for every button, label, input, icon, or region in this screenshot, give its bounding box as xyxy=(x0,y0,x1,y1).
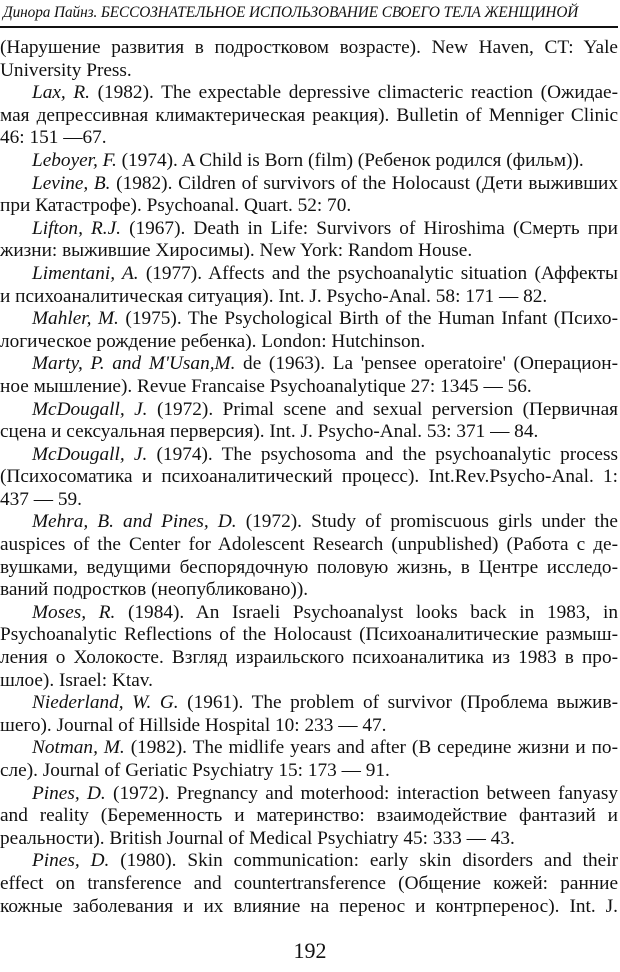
reference-text: (1982). The expectable depressive climacteric reaction (Ожидае- xyxy=(89,82,618,104)
reference-line xyxy=(0,783,618,806)
reference-text: шего). Journal of Hillside Hospital 10: 233 — 47. xyxy=(0,714,387,736)
running-header xyxy=(0,0,620,26)
reference-line xyxy=(0,760,618,783)
reference-author: Mehra, B. and Pines, D. xyxy=(32,511,237,533)
reference-author: Moses, R. xyxy=(32,601,116,623)
reference-line xyxy=(0,173,618,196)
reference-text: 437 — 59. xyxy=(0,488,82,510)
reference-text: и психоаналитическая ситуация). Int. J. Psycho-Anal. 58: 171 — 82. xyxy=(0,285,548,307)
reference-text: (1974). The psychosoma and the psychoanalytic process xyxy=(147,443,618,465)
reference-line xyxy=(0,421,618,444)
reference-line xyxy=(0,624,618,647)
reference-line xyxy=(0,82,618,105)
reference-text: жизни: выжившие Хиросимы). New York: Random House. xyxy=(0,240,473,262)
reference-line xyxy=(0,218,618,241)
reference-text: (1984). An Israeli Psychoanalyst looks back in 1983, in xyxy=(115,601,618,623)
reference-line xyxy=(0,444,618,467)
reference-text: реальности). British Journal of Medical Psychiatry 45: 333 — 43. xyxy=(0,827,515,849)
reference-author: McDougall, J. xyxy=(32,398,148,420)
reference-text: (1967). Death in Life: Survivors of Hiroshima (Смерть при xyxy=(120,217,618,239)
reference-line xyxy=(0,353,618,376)
reference-line xyxy=(0,534,618,557)
reference-line xyxy=(0,105,618,128)
reference-text: (1972). Primal scene and sexual perversion (Первичная xyxy=(147,398,618,420)
reference-line xyxy=(0,602,618,625)
reference-line xyxy=(0,60,618,83)
reference-text: шлое). Israel: Ktav. xyxy=(0,669,154,691)
reference-text: de (1963). La 'pensee operatoire' (Операцион- xyxy=(235,353,618,375)
reference-text: Psychoanalytic Reflections of the Holocaust (Психоаналитические размыш- xyxy=(0,624,618,646)
reference-author: Mahler, M. xyxy=(32,308,119,330)
reference-line xyxy=(0,511,618,534)
reference-line xyxy=(0,240,618,263)
reference-line xyxy=(0,489,618,512)
reference-text: and reality (Беременность и материнство: взаимодействие фантазий и xyxy=(0,805,618,827)
reference-line xyxy=(0,37,618,60)
reference-line xyxy=(0,850,618,873)
reference-text: (1961). The problem of survivor (Проблема выжив- xyxy=(178,692,618,714)
reference-line xyxy=(0,557,618,580)
reference-text: effect on transference and countertransference (Общение кожей: ранние xyxy=(0,872,618,894)
reference-text: 46: 151 —67. xyxy=(0,127,107,149)
running-title: Динора Пайнз. БЕССОЗНАТЕЛЬНОЕ ИСПОЛЬЗОВАНИЕ СВОЕГО ТЕЛА ЖЕНЩИНОЙ xyxy=(3,4,579,21)
reference-text: ваний подростков (неопубликовано)). xyxy=(0,579,309,601)
reference-line xyxy=(0,399,618,422)
reference-line xyxy=(0,331,618,354)
reference-author: Lifton, R.J. xyxy=(32,217,121,239)
reference-author: Niederland, W. G. xyxy=(32,692,179,714)
reference-line xyxy=(0,896,618,919)
reference-line xyxy=(0,670,618,693)
reference-text: (Нарушение развития в подростковом возрасте). New Haven, CT: Yale xyxy=(0,37,618,58)
reference-line xyxy=(0,737,618,760)
reference-text: (1982). The midlife years and after (В середине жизни и по- xyxy=(124,737,618,759)
reference-line xyxy=(0,286,618,309)
reference-line xyxy=(0,263,618,286)
reference-author: Pines, D. xyxy=(32,782,106,804)
reference-text: логическое рождение ребенка). London: Hutchinson. xyxy=(0,330,426,352)
reference-line xyxy=(0,828,618,851)
reference-text: auspices of the Center for Adolescent Research (unpublished) (Работа с де- xyxy=(0,534,618,556)
reference-author: Pines, D. xyxy=(32,850,110,872)
reference-text: (1975). The Psychological Birth of the Human Infant (Психо- xyxy=(118,308,618,330)
reference-text: мая депрессивная климактерическая реакция). Bulletin of Menniger Clinic xyxy=(0,104,618,126)
reference-author: Limentani, A. xyxy=(32,262,139,284)
reference-text: (1977). Affects and the psychoanalytic situation (Аффекты xyxy=(138,262,618,284)
reference-text: (1972). Pregnancy and moterhood: interaction between fanyasy xyxy=(105,782,618,804)
header-rule xyxy=(0,26,618,28)
reference-text: (Психосоматика и психоаналитический процесс). Int.Rev.Psycho-Anal. 1: xyxy=(0,466,618,488)
reference-text: при Катастрофе). Psychoanal. Quart. 52: 70. xyxy=(0,195,352,217)
reference-text: ления о Холокосте. Взгляд израильского психоаналитика из 1983 в про- xyxy=(0,647,618,669)
reference-text: (1974). A Child is Born (film) (Ребенок родился (фильм)). xyxy=(116,149,584,171)
reference-line xyxy=(0,195,618,218)
reference-author: Leboyer, F. xyxy=(32,149,117,171)
reference-line xyxy=(0,715,618,738)
reference-author: Lax, R. xyxy=(32,82,90,104)
reference-line xyxy=(0,150,618,173)
reference-text: (1980). Skin communication: early skin disorders and their xyxy=(109,850,618,872)
reference-text: University Press. xyxy=(0,59,132,81)
reference-author: Marty, P. and M'Usan,M. xyxy=(32,353,236,375)
reference-line xyxy=(0,873,618,896)
reference-text: ное мышление). Revue Francaise Psychoanalytique 27: 1345 — 56. xyxy=(0,375,532,397)
reference-author: Levine, B. xyxy=(32,172,111,194)
page-number: 192 xyxy=(293,938,327,963)
reference-line xyxy=(0,692,618,715)
reference-text: сцена и сексуальная перверсия). Int. J. Psycho-Anal. 53: 371 — 84. xyxy=(0,421,539,443)
reference-line xyxy=(0,127,618,150)
reference-line xyxy=(0,376,618,399)
reference-author: McDougall, J. xyxy=(32,443,148,465)
reference-line xyxy=(0,308,618,331)
reference-line xyxy=(0,805,618,828)
reference-text: сле). Journal of Geriatic Psychiatry 15: 173 — 91. xyxy=(0,760,390,781)
reference-text: (1972). Study of promiscuous girls under the xyxy=(236,511,618,533)
reference-author: Notman, M. xyxy=(32,737,125,759)
reference-text: вушками, ведущими беспорядочную половую жизнь, в Центре исследо- xyxy=(0,556,618,578)
reference-line xyxy=(0,466,618,489)
reference-line xyxy=(0,647,618,670)
reference-text: кожные заболевания и их влияние на перенос и контрперенос). Int. J. xyxy=(0,895,618,917)
reference-list xyxy=(0,37,618,918)
reference-line xyxy=(0,579,618,602)
reference-text: (1982). Cildren of survivors of the Holocaust (Дети выживших xyxy=(110,172,618,194)
